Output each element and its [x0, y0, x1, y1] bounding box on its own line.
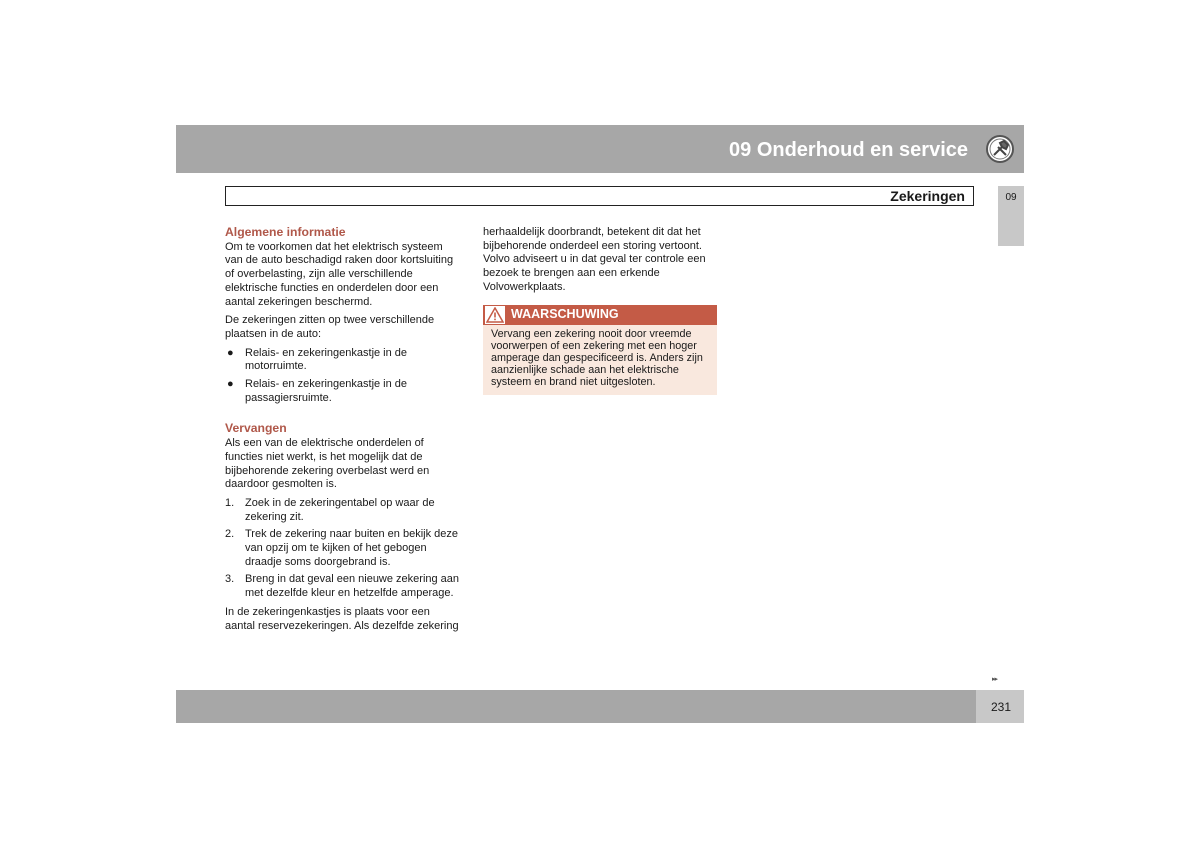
bullet-icon: ●: [227, 346, 234, 359]
section-header: [225, 186, 974, 206]
heading-general-info: Algemene informatie: [225, 225, 346, 239]
warning-title: WAARSCHUWING: [511, 306, 619, 321]
left-column: [225, 226, 461, 638]
chapter-title: 09 Onderhoud en service: [729, 139, 968, 161]
list-item: 2. Trek de zekering naar buiten en bekijk deze van opzij om te kijken of het gebogen draadje soms doorgebrand is.: [225, 528, 458, 568]
list-item: 1. Zoek in de zekeringentabel op waar de zekering zit.: [225, 496, 435, 523]
wrench-icon: [985, 134, 1015, 164]
paragraph: Om te voorkomen dat het elektrisch systeem van de auto beschadigd raken door kortsluiting of overbelasting, zijn alle verschillende elektrische functies en onderdelen door een aantal zekeringen beschermd.: [225, 240, 454, 308]
paragraph: De zekeringen zitten op twee verschillende plaatsen in de auto:: [225, 314, 435, 340]
list-item: ● Relais- en zekeringenkastje in de motorruimte.: [227, 346, 408, 373]
paragraph: In de zekeringenkastjes is plaats voor een aantal reservezekeringen. Als dezelfde zekering: [225, 605, 459, 632]
list-item: ● Relais- en zekeringenkastje in de passagiersruimte.: [227, 378, 408, 404]
section-title: Zekeringen: [890, 188, 965, 204]
warning-icon-wrap: [485, 306, 505, 324]
warning-box: [483, 305, 717, 395]
paragraph: herhaaldelijk doorbrandt, betekent dit dat het bijbehorende onderdeel een storing vertoont. Volvo adviseert u in dat geval ter controle een bezoek te brengen aan een erkende Volvowerkplaats.: [483, 226, 706, 293]
warning-text: Vervang een zekering nooit door vreemde voorwerpen of een zekering met een hoger amperage dan gespecificeerd is. Anders zijn aanzienlijke schade aan het elektrische systeem en brand niet uitgesloten.: [491, 327, 703, 389]
right-column: [483, 226, 719, 395]
list-item: 3. Breng in dat geval een nieuwe zekering aan met dezelfde kleur en hetzelfde amperage.: [225, 573, 460, 600]
continue-icon: ▸▸: [992, 676, 998, 683]
paragraph: Als een van de elektrische onderdelen of functies niet werkt, is het mogelijk dat de bijbehorende zekering overbelast werd en daardoor gesmolten is.: [225, 437, 430, 491]
chapter-side-tab: 09: [998, 186, 1024, 246]
page-number-box: [976, 690, 1024, 723]
chapter-icon-box: [976, 125, 1024, 173]
page-number: 231: [990, 700, 1011, 714]
warning-header: [483, 305, 717, 325]
bullet-icon: ●: [227, 378, 234, 391]
bullet-list: [225, 347, 461, 406]
steps-list: [225, 497, 461, 601]
footer-bar: [176, 690, 976, 723]
chapter-header: [176, 125, 976, 173]
warning-triangle-icon: [486, 307, 504, 323]
heading-replace: Vervangen: [225, 421, 287, 436]
